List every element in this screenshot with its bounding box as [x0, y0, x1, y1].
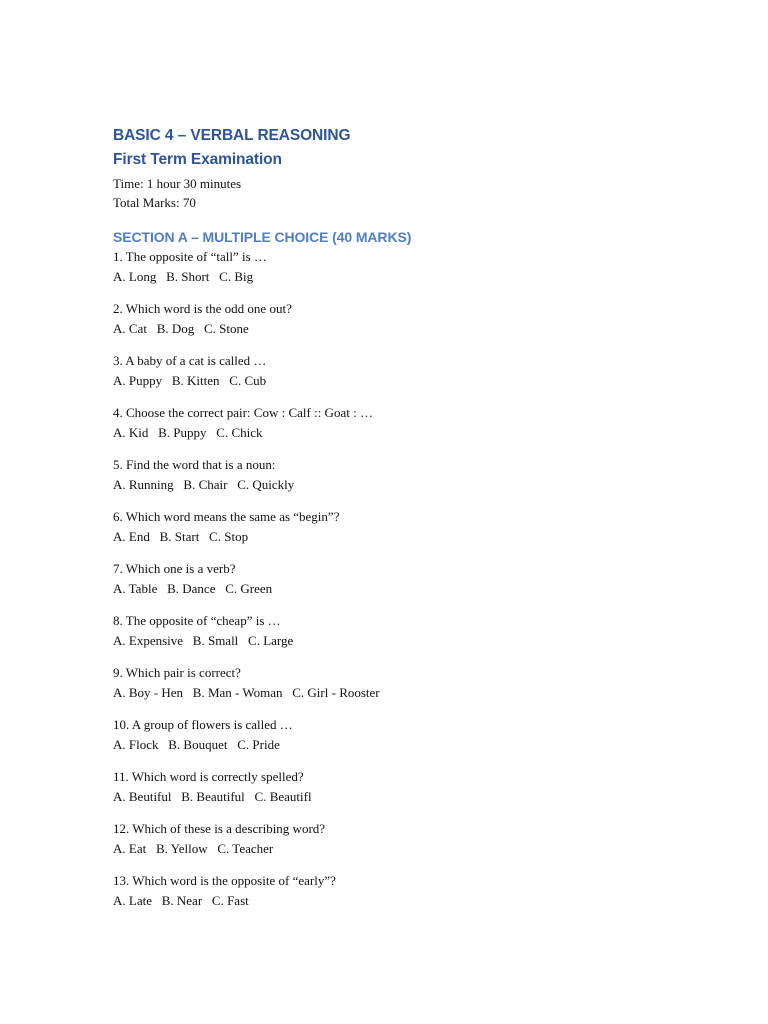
question-options: A. Puppy B. Kitten C. Cub	[113, 372, 267, 388]
question-text: 6. Which word means the same as “begin”?	[113, 509, 340, 524]
question-9	[113, 663, 713, 702]
question-2	[113, 299, 713, 338]
question-text: 7. Which one is a verb?	[113, 561, 236, 576]
question-options: A. Long B. Short C. Big	[113, 268, 254, 284]
question-text: 12. Which of these is a describing word?	[113, 821, 326, 836]
question-options: A. Cat B. Dog C. Stone	[113, 320, 249, 336]
question-text: 8. The opposite of “cheap” is …	[113, 613, 281, 628]
question-options: A. Flock B. Bouquet C. Pride	[113, 736, 280, 752]
question-text: 2. Which word is the odd one out?	[113, 301, 292, 316]
question-options: A. Late B. Near C. Fast	[113, 892, 249, 908]
question-1	[113, 247, 713, 286]
question-options: A. End B. Start C. Stop	[113, 528, 249, 544]
question-options: A. Kid B. Puppy C. Chick	[113, 424, 263, 440]
exam-time: Time: 1 hour 30 minutes	[113, 176, 242, 191]
question-options: A. Running B. Chair C. Quickly	[113, 476, 295, 492]
question-text: 5. Find the word that is a noun:	[113, 457, 276, 472]
question-options: A. Table B. Dance C. Green	[113, 580, 273, 596]
question-options: A. Eat B. Yellow C. Teacher	[113, 840, 274, 856]
exam-document	[113, 124, 713, 923]
question-options: A. Expensive B. Small C. Large	[113, 632, 294, 648]
question-list	[113, 247, 713, 910]
exam-total-marks: Total Marks: 70	[113, 194, 196, 210]
question-5	[113, 455, 713, 494]
question-text: 1. The opposite of “tall” is …	[113, 249, 267, 264]
question-12	[113, 819, 713, 858]
question-7	[113, 559, 713, 598]
document-title: BASIC 4 – VERBAL REASONING	[113, 127, 351, 144]
question-text: 13. Which word is the opposite of “early”?	[113, 873, 336, 888]
section-a-heading: SECTION A – MULTIPLE CHOICE (40 MARKS)	[113, 229, 412, 245]
question-text: 11. Which word is correctly spelled?	[113, 769, 304, 784]
question-text: 10. A group of flowers is called …	[113, 717, 293, 732]
question-text: 3. A baby of a cat is called …	[113, 353, 267, 368]
question-text: 4. Choose the correct pair: Cow : Calf :: Goat : …	[113, 405, 373, 420]
question-options: A. Boy - Hen B. Man - Woman C. Girl - Rooster	[113, 684, 380, 700]
question-8	[113, 611, 713, 650]
question-13	[113, 871, 713, 910]
question-6	[113, 507, 713, 546]
question-3	[113, 351, 713, 390]
document-subtitle: First Term Examination	[113, 151, 282, 168]
question-options: A. Beutiful B. Beautiful C. Beautifl	[113, 788, 312, 804]
question-text: 9. Which pair is correct?	[113, 665, 241, 680]
question-4	[113, 403, 713, 442]
question-10	[113, 715, 713, 754]
question-11	[113, 767, 713, 806]
